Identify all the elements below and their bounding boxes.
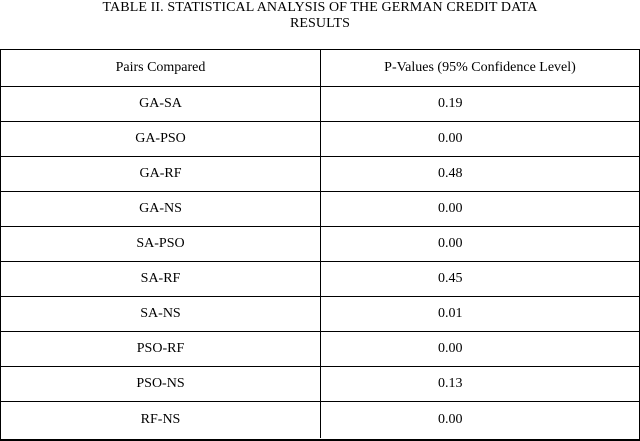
header-pairs-compared: Pairs Compared (1, 50, 321, 86)
table-row (1, 297, 639, 332)
table-row (1, 367, 639, 402)
pair-cell: GA-NS (1, 192, 321, 226)
pair-cell: PSO-NS (1, 367, 321, 401)
table-row (1, 402, 639, 438)
pair-cell: GA-SA (1, 87, 321, 121)
table-row (1, 332, 639, 367)
table-row (1, 262, 639, 297)
p-value-cell: 0.00 (438, 236, 463, 251)
p-value-cell: 0.48 (438, 166, 463, 181)
statistical-analysis-table (0, 49, 640, 441)
p-value-cell: 0.01 (438, 306, 463, 321)
pair-cell: SA-RF (1, 262, 321, 296)
p-value-cell: 0.13 (438, 376, 463, 391)
p-value-cell: 0.45 (438, 271, 463, 286)
pair-cell: GA-RF (1, 157, 321, 191)
caption-line-1: TABLE II. STATISTICAL ANALYSIS OF THE GERMAN CREDIT DATA (102, 0, 538, 15)
pair-cell: RF-NS (1, 402, 321, 438)
header-p-values: P-Values (95% Confidence Level) (384, 60, 576, 75)
p-value-cell: 0.00 (438, 201, 463, 216)
pair-cell: SA-PSO (1, 227, 321, 261)
table-header-row (1, 50, 639, 87)
table-row (1, 87, 639, 122)
table-row (1, 192, 639, 227)
pair-cell: PSO-RF (1, 332, 321, 366)
p-value-cell: 0.00 (438, 341, 463, 356)
caption-line-2: RESULTS (289, 16, 351, 31)
table-row (1, 157, 639, 192)
table-row (1, 122, 639, 157)
p-value-cell: 0.00 (438, 412, 463, 427)
table-row (1, 227, 639, 262)
p-value-cell: 0.00 (438, 131, 463, 146)
pair-cell: SA-NS (1, 297, 321, 331)
pair-cell: GA-PSO (1, 122, 321, 156)
table-caption (0, 0, 640, 32)
p-value-cell: 0.19 (438, 96, 463, 111)
